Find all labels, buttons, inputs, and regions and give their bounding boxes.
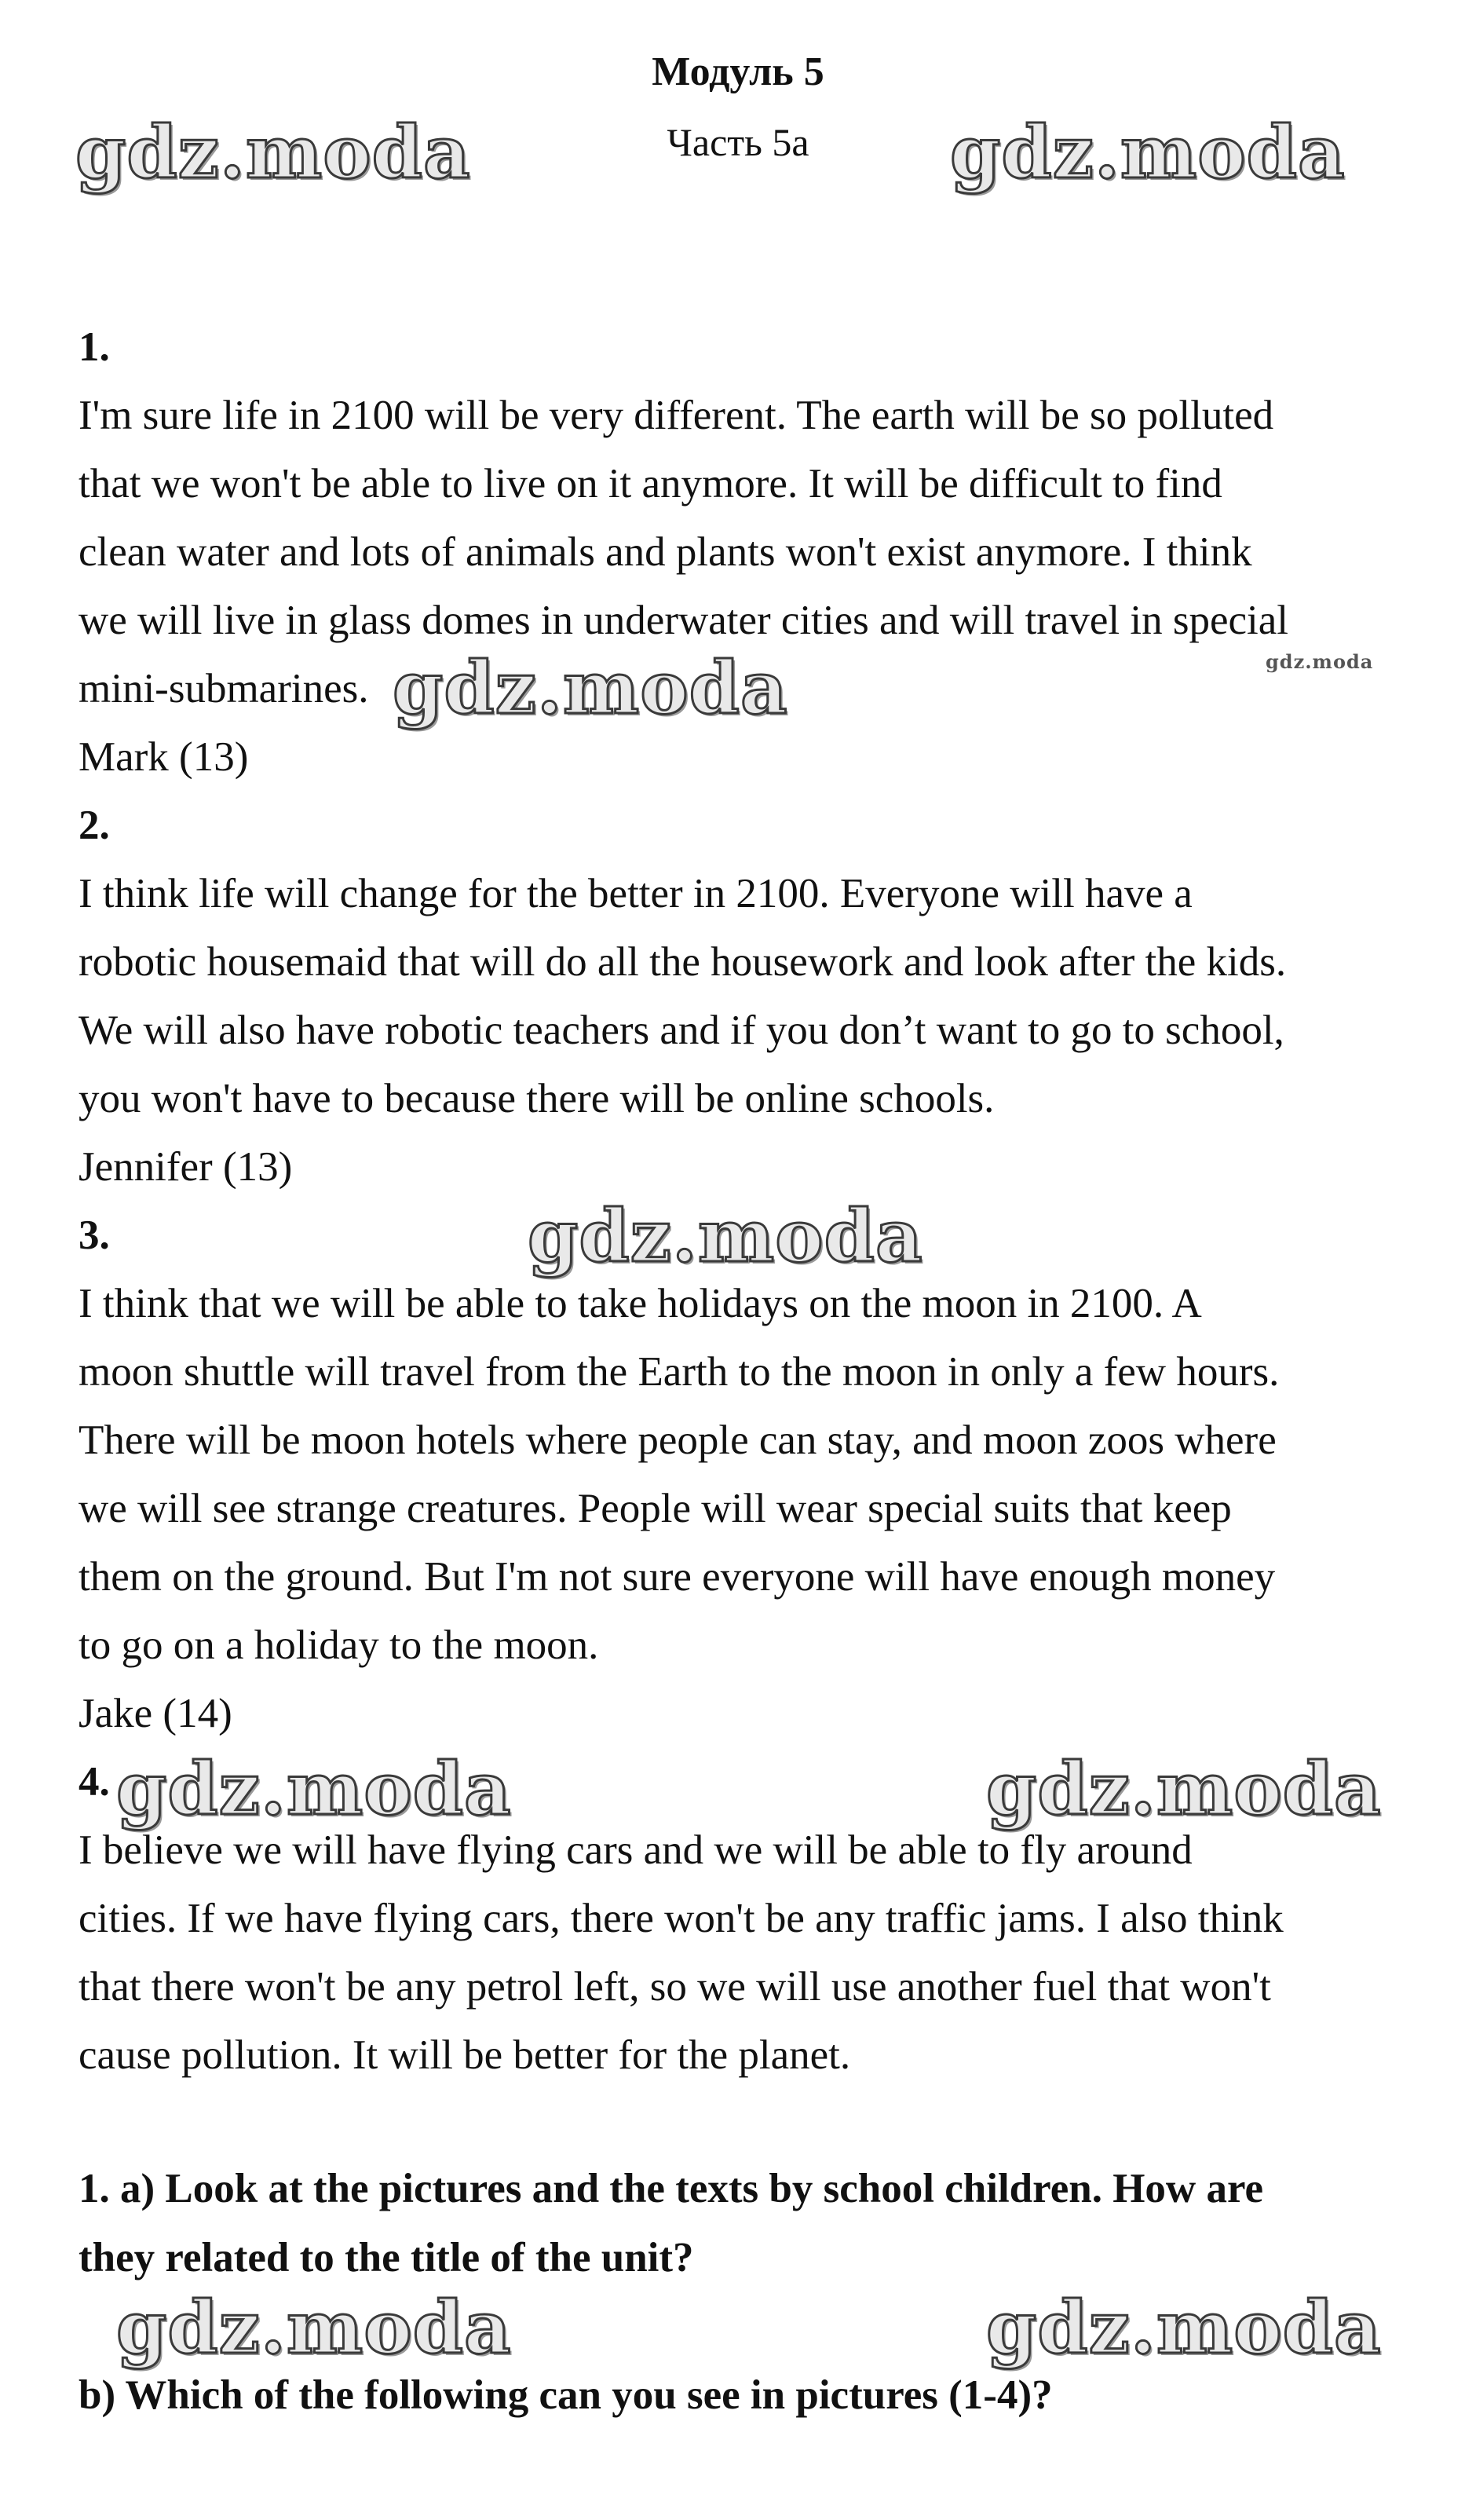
- text-line: There will be moon hotels where people can stay, and moon zoos where: [79, 1417, 1277, 1463]
- author: Jennifer (13): [79, 1144, 293, 1190]
- text-line: we will live in glass domes in underwater cities and will travel in special: [79, 598, 1289, 643]
- text-line: moon shuttle will travel from the Earth to the moon in only a few hours.: [79, 1349, 1280, 1395]
- task-a-line-2: they related to the title of the unit?: [79, 2235, 694, 2280]
- author: Mark (13): [79, 734, 249, 780]
- part-title: Часть 5а: [667, 120, 809, 164]
- watermark-logo: gdz.moda: [75, 110, 471, 195]
- task-a-line-1: 1. a) Look at the pictures and the texts by school children. How are: [79, 2166, 1264, 2211]
- watermark-logo: gdz.moda: [950, 110, 1346, 195]
- text-line: We will also have robotic teachers and if you don’t want to go to school,: [79, 1008, 1284, 1053]
- watermark-logo: gdz.moda: [116, 1746, 512, 1831]
- text-line: I'm sure life in 2100 will be very different. The earth will be so polluted: [79, 393, 1274, 438]
- text-line: I think life will change for the better in 2100. Everyone will have a: [79, 871, 1193, 916]
- text-line: clean water and lots of animals and plants won't exist anymore. I think: [79, 529, 1252, 575]
- text-line: you won't have to because there will be online schools.: [79, 1076, 995, 1121]
- watermark-logo: gdz.moda: [986, 2285, 1382, 2370]
- text-line: cities. If we have flying cars, there won't be any traffic jams. I also think: [79, 1896, 1284, 1941]
- text-line: them on the ground. But I'm not sure everyone will have enough money: [79, 1554, 1276, 1600]
- text-line: we will see strange creatures. People will wear special suits that keep: [79, 1486, 1232, 1531]
- watermark-logo: gdz.moda: [986, 1746, 1382, 1831]
- section-number: 4.: [79, 1759, 110, 1805]
- text-line: to go on a holiday to the moon.: [79, 1622, 599, 1668]
- watermark-logo: gdz.moda: [116, 2285, 512, 2370]
- text-line: that we won't be able to live on it anymore. It will be difficult to find: [79, 461, 1222, 507]
- watermark-logo-small: gdz.moda: [1266, 650, 1374, 673]
- text-line: cause pollution. It will be better for the planet.: [79, 2032, 851, 2078]
- section-number: 1.: [79, 324, 110, 370]
- section-number: 2.: [79, 803, 110, 848]
- text-line: that there won't be any petrol left, so we will use another fuel that won't: [79, 1964, 1271, 2010]
- text-line: I think that we will be able to take holidays on the moon in 2100. A: [79, 1281, 1202, 1326]
- author: Jake (14): [79, 1691, 232, 1736]
- section-number: 3.: [79, 1212, 110, 1258]
- text-line: mini-submarines.: [79, 666, 369, 711]
- watermark-logo: gdz.moda: [393, 646, 788, 730]
- task-b: b) Which of the following can you see in pictures (1-4)?: [79, 2372, 1053, 2418]
- text-line: I believe we will have flying cars and we will be able to fly around: [79, 1827, 1193, 1873]
- watermark-logo: gdz.moda: [528, 1194, 923, 1278]
- module-title: Модуль 5: [652, 49, 824, 94]
- text-line: robotic housemaid that will do all the housework and look after the kids.: [79, 939, 1287, 985]
